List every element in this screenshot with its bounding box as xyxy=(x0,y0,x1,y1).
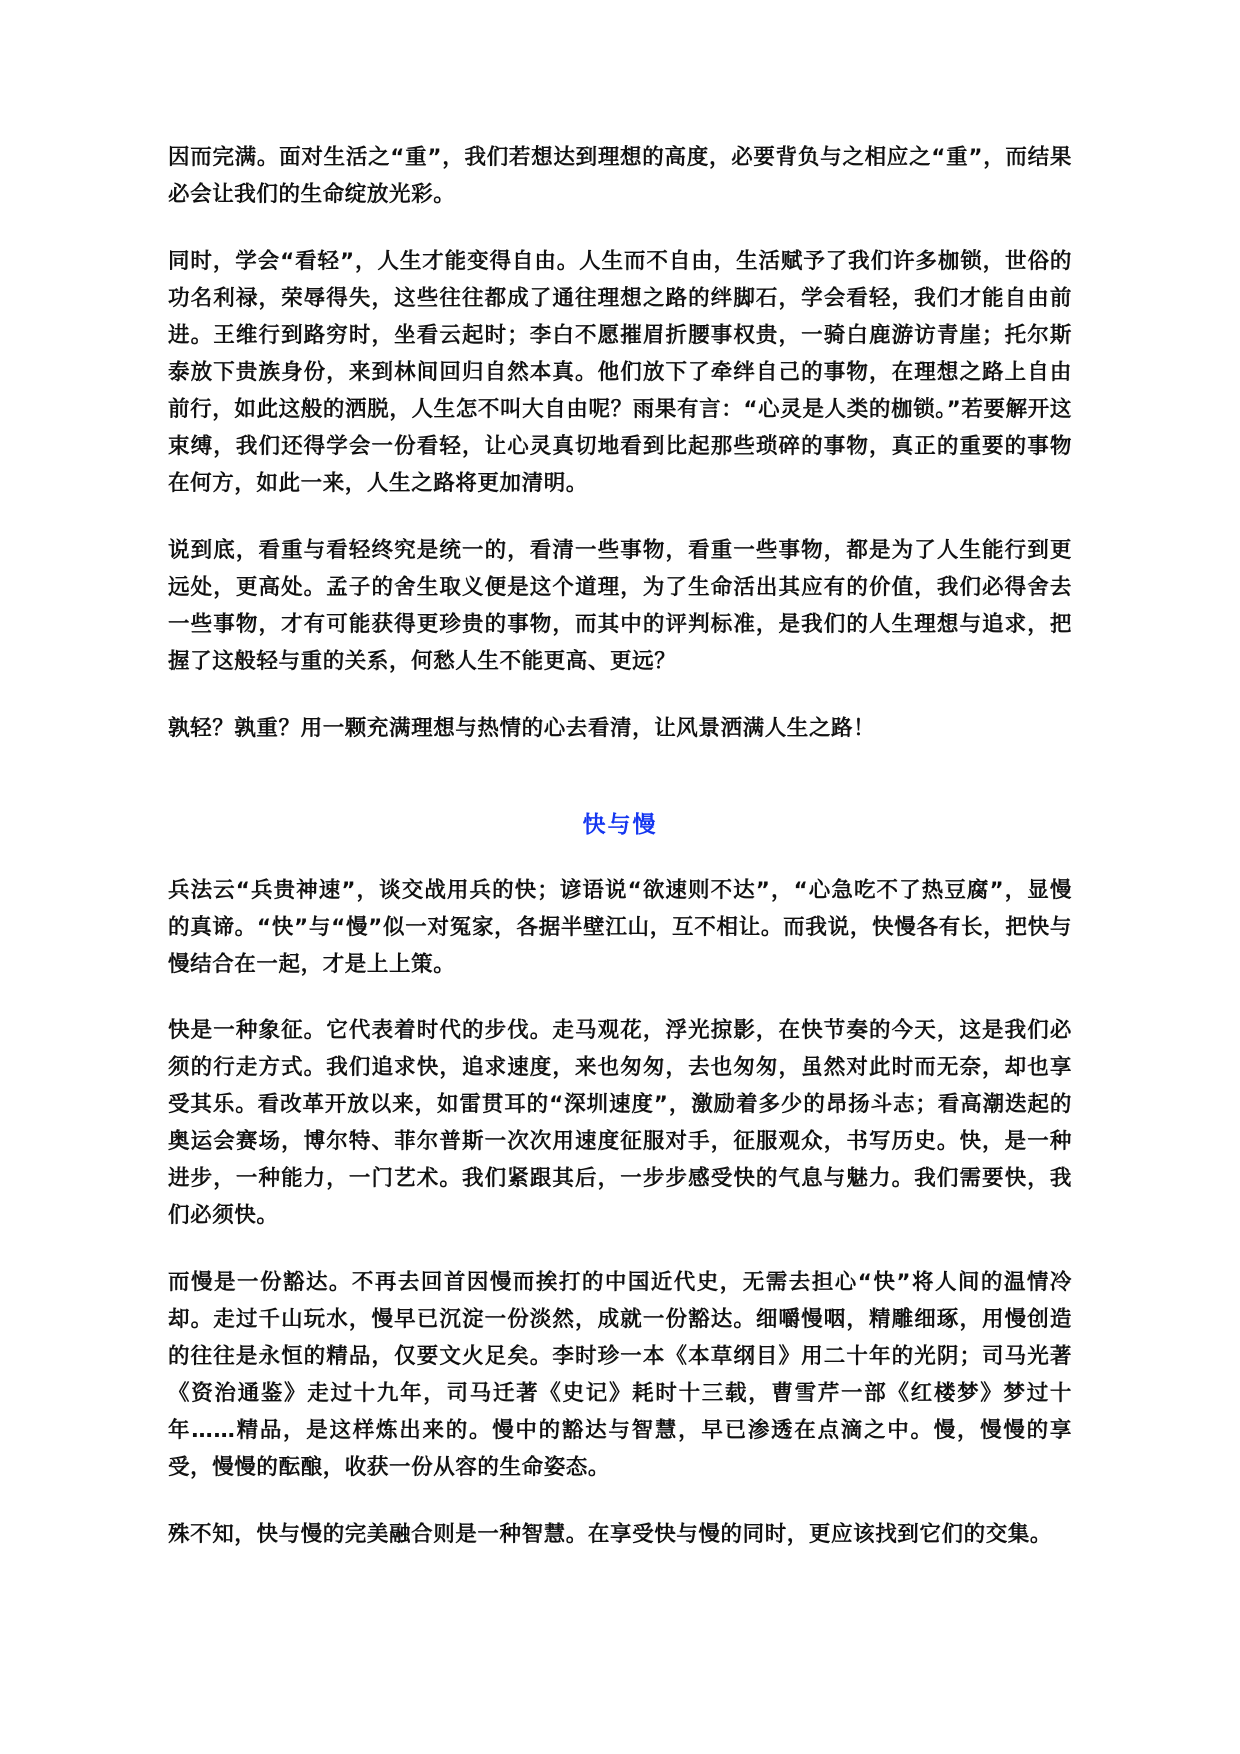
paragraph: 同时，学会“看轻”，人生才能变得自由。人生而不自由，生活赋予了我们许多枷锁，世俗的功名利禄，荣辱得失，这些往往都成了通往理想之路的绊脚石，学会看轻，我们才能自由前进。王维行到路穷时，坐看云起时；李白不愿摧眉折腰事权贵，一骑白鹿游访青崖；托尔斯泰放下贵族身份，来到林间回归自然本真。他们放下了牵绊自己的事物，在理想之路上自由前行，如此这般的洒脱，人生怎不叫大自由呢？雨果有言：“心灵是人类的枷锁。”若要解开这束缚，我们还得学会一份看轻，让心灵真切地看到比起那些琐碎的事物，真正的重要的事物在何方，如此一来，人生之路将更加清明。 xyxy=(168,248,1072,496)
paragraph: 快是一种象征。它代表着时代的步伐。走马观花，浮光掠影，在快节奏的今天，这是我们必须的行走方式。我们追求快，追求速度，来也匆匆，去也匆匆，虽然对此时而无奈，却也享受其乐。看改革开放以来，如雷贯耳的“深圳速度”，激励着多少的昂扬斗志；看高潮迭起的奥运会赛场，博尔特、菲尔普斯一次次用速度征服对手，征服观众，书写历史。快，是一种进步，一种能力，一门艺术。我们紧跟其后，一步步感受快的气息与魅力。我们需要快，我们必须快。 xyxy=(168,1018,1072,1229)
paragraph: 说到底，看重与看轻终究是统一的，看清一些事物，看重一些事物，都是为了人生能行到更远处，更高处。孟子的舍生取义便是这个道理，为了生命活出其应有的价值，我们必得舍去一些事物，才有可能获得更珍贵的事物，而其中的评判标准，是我们的人生理想与追求，把握了这般轻与重的关系，何愁人生不能更高、更远？ xyxy=(168,537,1072,674)
paragraph: 孰轻？孰重？用一颗充满理想与热情的心去看清，让风景洒满人生之路！ xyxy=(168,715,876,741)
paragraph: 兵法云“兵贵神速”，谈交战用兵的快；谚语说“欲速则不达”，“心急吃不了热豆腐”，显慢的真谛。“快”与“慢”似一对冤家，各据半壁江山，互不相让。而我说，快慢各有长，把快与慢结合在一起，才是上上策。 xyxy=(168,877,1072,977)
paragraph: 而慢是一份豁达。不再去回首因慢而挨打的中国近代史，无需去担心“快”将人间的温情冷却。走过千山玩水，慢早已沉淀一份淡然，成就一份豁达。细嚼慢咽，精雕细琢，用慢创造的往往是永恒的精品，仅要文火足矣。李时珍一本《本草纲目》用二十年的光阴；司马光著《资治通鉴》走过十九年，司马迁著《史记》耗时十三载，曹雪芹一部《红楼梦》梦过十年……精品，是这样炼出来的。慢中的豁达与智慧，早已渗透在点滴之中。慢，慢慢的享受，慢慢的酝酿，收获一份从容的生命姿态。 xyxy=(168,1270,1072,1481)
section-heading: 快与慢 xyxy=(582,811,658,838)
paragraph: 因而完满。面对生活之“重”，我们若想达到理想的高度，必要背负与之相应之“重”，而结果必会让我们的生命绽放光彩。 xyxy=(168,145,1072,207)
paragraph: 殊不知，快与慢的完美融合则是一种智慧。在享受快与慢的同时，更应该找到它们的交集。 xyxy=(168,1522,1053,1548)
